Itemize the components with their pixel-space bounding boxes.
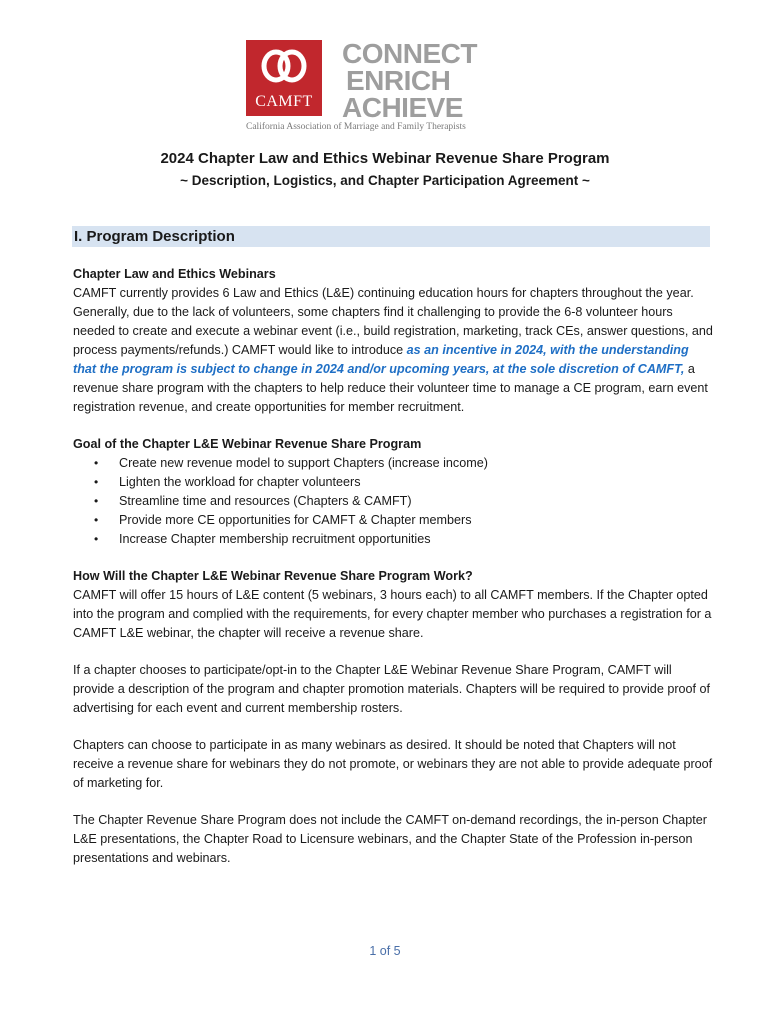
camft-logo <box>246 40 486 136</box>
intro-text: CAMFT currently provides 6 Law and Ethics (L&E) continuing education hours for chapters throughout the year. Generally, due to the lack of volunteers, some chapters find it challenging to provide the 6-8 volunteer hours needed to create and execute a webinar event (i.e., build registration, marketing, track CEs, answer questions, and process payments/refunds.) CAMFT would like to introduce <box>73 286 713 357</box>
paragraph: If a chapter chooses to participate/opt-in to the Chapter L&E Webinar Revenue Share Program, CAMFT will provide a description of the program and chapter promotion materials. Chapters will be required to provide proof of advertising for each event and current membership rosters. <box>73 663 711 715</box>
list-item: • Increase Chapter membership recruitment opportunities <box>73 530 713 549</box>
tagline-word: ENRICH <box>346 65 451 96</box>
list-item: • Create new revenue model to support Chapters (increase income) <box>73 454 713 473</box>
document-title: 2024 Chapter Law and Ethics Webinar Revenue Share Program <box>160 150 610 167</box>
logo-brand-text: CAMFT <box>255 93 313 110</box>
goals-heading: Goal of the Chapter L&E Webinar Revenue Share Program <box>73 437 422 451</box>
paragraph: The Chapter Revenue Share Program does not include the CAMFT on-demand recordings, the in-person Chapter L&E presentations, the Chapter Road to Licensure webinars, and the Chapter State of the Profession in-person presentations and webinars. <box>73 813 707 865</box>
how-text: CAMFT will offer 15 hours of L&E content (5 webinars, 3 hours each) to all CAMFT members. If the Chapter opted into the program and complied with the requirements, for every chapter member who purchases a registration for a CAMFT L&E webinar, the chapter will receive a revenue share. <box>73 588 712 640</box>
document-body <box>73 265 713 886</box>
intro-highlight: as an incentive in 2024, with the understanding that the program is subject to change in 2024 and/or upcoming years, at the sole discretion of CAMFT, <box>73 343 689 376</box>
how-paragraph <box>73 567 713 643</box>
intro-paragraph <box>73 265 713 417</box>
paragraph: Chapters can choose to participate in as many webinars as desired. It should be noted that Chapters will not receive a revenue share for webinars they do not promote, or webinars they are not able to provide adequate proof of marketing for. <box>73 738 713 790</box>
intro-text-end: a revenue share program with the chapters to help reduce their volunteer time to manage a CE program, earn event registration revenue, and create opportunities for member recruitment. <box>73 362 708 414</box>
page-number: 1 of 5 <box>369 944 401 958</box>
goals-list <box>73 454 713 549</box>
tagline-word: CONNECT <box>342 38 477 69</box>
logo-tagline <box>342 40 477 121</box>
intro-heading: Chapter Law and Ethics Webinars <box>73 267 276 281</box>
logo-box <box>246 40 322 116</box>
interlocking-rings-icon <box>258 48 310 84</box>
document-subtitle: ~ Description, Logistics, and Chapter Participation Agreement ~ <box>180 173 590 188</box>
list-item: • Streamline time and resources (Chapters & CAMFT) <box>73 492 713 511</box>
association-name: California Association of Marriage and Family Therapists <box>246 122 466 132</box>
list-item: • Lighten the workload for chapter volunteers <box>73 473 713 492</box>
how-heading: How Will the Chapter L&E Webinar Revenue Share Program Work? <box>73 569 473 583</box>
section-heading: I. Program Description <box>72 226 710 247</box>
list-item: • Provide more CE opportunities for CAMFT & Chapter members <box>73 511 713 530</box>
tagline-word: ACHIEVE <box>342 92 463 123</box>
